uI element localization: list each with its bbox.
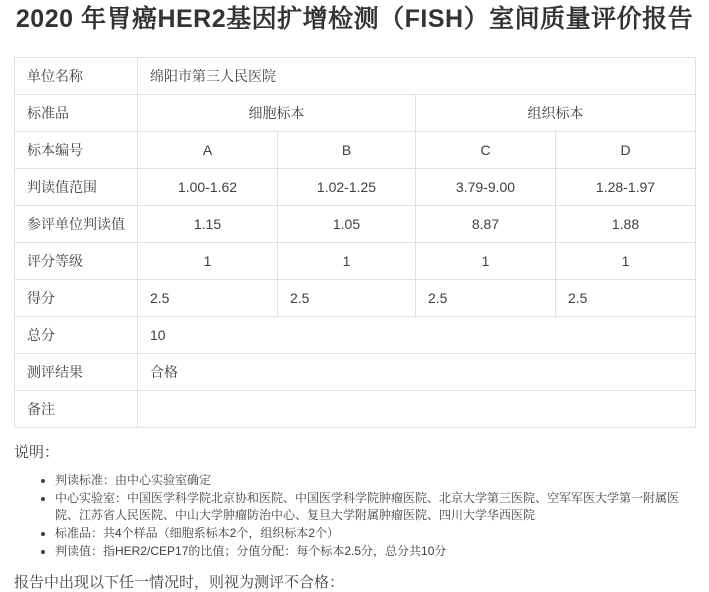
reported-value-cell: 8.87 xyxy=(416,206,556,243)
reported-value-cell: 1.15 xyxy=(138,206,278,243)
reported-value-cell: 1.88 xyxy=(556,206,696,243)
notes-list xyxy=(14,472,695,560)
grade-cell: 1 xyxy=(278,243,416,280)
total-label: 总分 xyxy=(15,317,138,354)
remark-value xyxy=(138,391,696,428)
row-reported-value xyxy=(15,206,696,243)
note-item: • 标准品：共4个样品（细胞系标本2个，组织标本2个） xyxy=(55,525,695,542)
sample-id-cell: A xyxy=(138,132,278,169)
score-cell: 2.5 xyxy=(416,280,556,317)
remark-label: 备注 xyxy=(15,391,138,428)
row-range xyxy=(15,169,696,206)
notes-heading: 说明： xyxy=(14,444,60,462)
standard-label: 标准品 xyxy=(15,95,138,132)
note-item: • 判读标准：由中心实验室确定 xyxy=(55,472,695,489)
row-remark xyxy=(15,391,696,428)
row-unit-name xyxy=(15,58,696,95)
total-value: 10 xyxy=(138,317,696,354)
unit-name-label: 单位名称 xyxy=(15,58,138,95)
grade-cell: 1 xyxy=(138,243,278,280)
note-item: • 判读值：指HER2/CEP17的比值；分值分配：每个标本2.5分，总分共10分 xyxy=(55,543,695,560)
cell-specimen-group: 细胞标本 xyxy=(138,95,416,132)
report-page xyxy=(0,4,709,592)
sample-id-cell: D xyxy=(556,132,696,169)
unit-name-value: 绵阳市第三人民医院 xyxy=(138,58,696,95)
row-sample-id xyxy=(15,132,696,169)
fail-conditions-heading: 报告中出现以下任一情况时，则视为测评不合格： xyxy=(14,573,345,591)
score-cell: 2.5 xyxy=(138,280,278,317)
grade-cell: 1 xyxy=(416,243,556,280)
range-cell: 3.79-9.00 xyxy=(416,169,556,206)
range-label: 判读值范围 xyxy=(15,169,138,206)
range-cell: 1.02-1.25 xyxy=(278,169,416,206)
reported-value-cell: 1.05 xyxy=(278,206,416,243)
reported-value-label: 参评单位判读值 xyxy=(15,206,138,243)
sample-id-cell: B xyxy=(278,132,416,169)
result-label: 测评结果 xyxy=(15,354,138,391)
page-title: 2020 年胃癌HER2基因扩增检测（FISH）室间质量评价报告 xyxy=(15,5,694,33)
row-result xyxy=(15,354,696,391)
row-grade xyxy=(15,243,696,280)
note-item: • 中心实验室：中国医学科学院北京协和医院、中国医学科学院肿瘤医院、北京大学第三医院、空军军医大学第一附属医院、江苏省人民医院、中山大学肿瘤防治中心、复旦大学附属肿瘤医院、四川大学华西医院 xyxy=(55,490,695,524)
score-label: 得分 xyxy=(15,280,138,317)
row-total xyxy=(15,317,696,354)
grade-cell: 1 xyxy=(556,243,696,280)
score-cell: 2.5 xyxy=(556,280,696,317)
report-table xyxy=(14,57,696,428)
row-score xyxy=(15,280,696,317)
range-cell: 1.00-1.62 xyxy=(138,169,278,206)
score-cell: 2.5 xyxy=(278,280,416,317)
result-value: 合格 xyxy=(138,354,696,391)
row-standard xyxy=(15,95,696,132)
range-cell: 1.28-1.97 xyxy=(556,169,696,206)
tissue-specimen-group: 组织标本 xyxy=(416,95,696,132)
sample-id-label: 标本编号 xyxy=(15,132,138,169)
grade-label: 评分等级 xyxy=(15,243,138,280)
sample-id-cell: C xyxy=(416,132,556,169)
